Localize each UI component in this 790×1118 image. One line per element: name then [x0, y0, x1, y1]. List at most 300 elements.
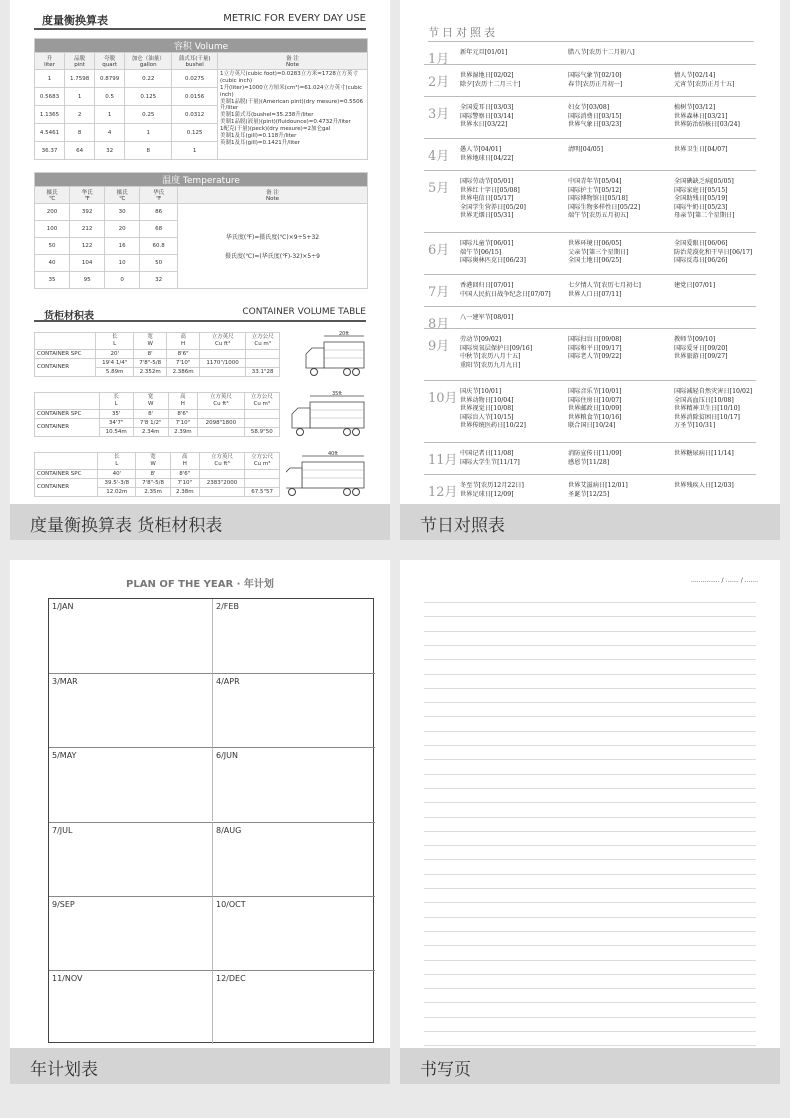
container-header-zh: 立方英尺 — [209, 394, 232, 400]
writing-line[interactable] — [424, 616, 756, 617]
plan-grid — [48, 598, 374, 1043]
container-cell — [245, 469, 280, 478]
temperature-header-zh: 华氏 — [81, 190, 93, 196]
writing-line[interactable] — [424, 917, 756, 918]
container-header-en: H — [180, 400, 185, 407]
holiday-column — [674, 450, 734, 459]
temperature-note: 华氏度(℉)=摄氏度(℃)×9÷5+32 — [225, 234, 320, 241]
container-cell: 2.39m — [168, 427, 198, 436]
volume-header-zh: 夸脱 — [104, 56, 116, 62]
holiday-entry: 端午节[农历五月初五] — [568, 212, 629, 220]
writing-line[interactable] — [424, 659, 756, 660]
holiday-entry: 世界地球日[04/22] — [460, 154, 514, 162]
holiday-page — [400, 0, 780, 540]
container-header-zh: 宽 — [150, 454, 156, 460]
plan-month-cell[interactable]: 5/MAY — [49, 747, 212, 821]
holiday-entry: 全国爱眼日[06/06] — [674, 240, 728, 247]
holiday-entry: 国际反毒日[06/26] — [674, 257, 728, 265]
volume-cell: 0.25 — [125, 106, 172, 124]
holiday-column — [674, 178, 735, 221]
holiday-entry: 中秋节[农历八月十五] — [460, 353, 521, 361]
volume-header-en: liter — [44, 62, 55, 68]
container-header-cell — [168, 393, 198, 410]
writing-line[interactable] — [424, 831, 756, 832]
holiday-column — [674, 240, 752, 266]
container-cell: 2.386m — [167, 367, 199, 376]
holiday-month-row — [424, 279, 756, 307]
holiday-entry: 愚人节[04/01] — [460, 146, 502, 153]
writing-line[interactable] — [424, 1031, 756, 1032]
temperature-header-cell — [35, 187, 70, 204]
container-header-en: W — [147, 400, 154, 407]
holiday-entry: 国际儿童节[06/01] — [460, 240, 514, 247]
writing-line[interactable] — [424, 1017, 756, 1018]
holiday-entry: 世界环境日[06/05] — [568, 240, 622, 247]
holiday-caption: 节日对照表 — [400, 504, 780, 540]
container-cell: 1170"/1000 — [199, 358, 246, 367]
writing-line[interactable] — [424, 774, 756, 775]
holiday-entry: 世界红十字日[05/08] — [460, 186, 520, 194]
holiday-column — [460, 178, 526, 221]
plan-title: PLAN OF THE YEAR · 年计划 — [126, 579, 274, 590]
temperature-header-cell — [70, 187, 105, 204]
holiday-entry: 国际臭氧层保护日[09/16] — [460, 344, 533, 352]
container-label: CONTAINER — [35, 418, 100, 436]
container-label: CONTAINER — [35, 358, 96, 376]
container-cell — [245, 478, 280, 487]
container-cell — [199, 367, 246, 376]
volume-cell: 1 — [172, 142, 218, 160]
holiday-entry: 国际老人节[09/22] — [568, 353, 622, 361]
holiday-column — [460, 104, 514, 130]
writing-line[interactable] — [424, 974, 756, 975]
holiday-entry: 世界足球日[12/09] — [460, 490, 514, 498]
writing-line[interactable] — [424, 602, 756, 603]
container-cell — [246, 349, 280, 358]
plan-month-cell[interactable]: 6/JUN — [212, 747, 375, 821]
volume-header-cell — [218, 53, 368, 70]
container-title-en: CONTAINER VOLUME TABLE — [242, 307, 366, 317]
holiday-column — [568, 146, 603, 155]
temperature-header-cell — [105, 187, 140, 204]
holiday-entry: 国际扫盲日[09/08] — [568, 336, 622, 343]
volume-note: 美制1及耳(gill)=0.118升/liter — [220, 132, 297, 139]
volume-note: 美制1品脱(干量)(American pint)(dry mesure)=0.5506升/liter — [220, 98, 364, 112]
plan-month-cell[interactable]: 12/DEC — [212, 970, 375, 1044]
container-cell: 5.89m — [96, 367, 133, 376]
holiday-entry: 国际爱牙日[09/20] — [674, 344, 728, 352]
container-header — [34, 306, 366, 322]
holiday-entry: 国际住房日[10/07] — [568, 396, 622, 404]
holiday-entry: 世界人口日[07/11] — [568, 290, 622, 298]
writing-line[interactable] — [424, 788, 756, 789]
holiday-entry: 国际和平日[09/17] — [568, 344, 622, 352]
plan-caption: 年计划表 — [10, 1048, 390, 1084]
temperature-cell: 95 — [70, 272, 105, 289]
month-number: 5月 — [428, 181, 450, 196]
container-cell: 2098"1800 — [198, 418, 244, 427]
holiday-entry: 世界气象日[03/23] — [568, 121, 622, 129]
container-cell: 10.54m — [99, 427, 133, 436]
writing-line[interactable] — [424, 859, 756, 860]
holiday-column — [568, 49, 635, 58]
container-row — [35, 478, 280, 487]
holiday-entry: 母亲节[第二个星期日] — [674, 212, 735, 220]
writing-line[interactable] — [424, 817, 756, 818]
temperature-header-zh: 摄氏 — [46, 190, 58, 196]
holiday-entry: 中国青年节[05/04] — [568, 178, 622, 185]
volume-cell: 0.8799 — [95, 70, 125, 88]
volume-cell: 1.1365 — [35, 106, 65, 124]
holiday-column — [674, 282, 715, 291]
container-cell: 58.9"50 — [244, 427, 279, 436]
holiday-column — [460, 146, 514, 163]
container-header-cell — [199, 453, 245, 470]
holiday-entry: 世界湿地日[02/02] — [460, 72, 514, 79]
container-cell: 7'8 1/2" — [133, 418, 168, 427]
holiday-entry: 国际奥林匹克日[06/23] — [460, 257, 526, 265]
holiday-month-row — [424, 385, 756, 443]
container-header-en: Cu ft³ — [214, 340, 231, 347]
container-spc-row — [35, 469, 280, 478]
metric-header — [34, 10, 366, 30]
volume-cell: 0.5683 — [35, 88, 65, 106]
holiday-column — [460, 388, 526, 431]
holiday-column — [460, 450, 520, 467]
writing-line[interactable] — [424, 759, 756, 760]
volume-cell: 1 — [125, 124, 172, 142]
holiday-column — [674, 336, 728, 362]
holiday-entry: 国际盲人节[10/15] — [460, 413, 514, 421]
holiday-entry: 全国学生营养日[05/20] — [460, 203, 526, 211]
container-cell — [246, 358, 280, 367]
holiday-entry: 春节[农历正月初一] — [568, 80, 623, 88]
container-table — [34, 392, 280, 437]
writing-line[interactable] — [424, 645, 756, 646]
temperature-cell: 50 — [35, 238, 70, 255]
plan-month-cell[interactable]: 10/OCT — [212, 896, 375, 970]
month-number: 12月 — [428, 485, 458, 500]
holiday-entry: 感恩节[11/28] — [568, 458, 610, 466]
holiday-column — [460, 482, 524, 499]
container-header-en: L — [115, 460, 119, 467]
writing-line[interactable] — [424, 745, 756, 746]
holiday-month-row — [424, 101, 756, 139]
container-header-zh: 长 — [113, 394, 119, 400]
holiday-entry: 妇女节[03/08] — [568, 104, 610, 111]
container-header-cell — [133, 333, 166, 350]
plan-month-cell[interactable]: 1/JAN — [52, 602, 74, 611]
container-header-cell — [245, 453, 280, 470]
container-spc-label: CONTAINER SPC — [35, 469, 98, 478]
month-number: 3月 — [428, 107, 450, 122]
container-blank — [35, 453, 98, 470]
holiday-month-row — [424, 69, 756, 97]
holiday-column — [674, 104, 740, 130]
holiday-entry: 世界邮政日[10/09] — [568, 405, 622, 413]
holiday-entry: 世界艾滋病日[12/01] — [568, 482, 628, 489]
container-cell: 67.5"57 — [245, 487, 280, 496]
holiday-entry: 端午节[06/15] — [460, 248, 502, 256]
container-cell — [244, 409, 279, 418]
temperature-header-cell — [178, 187, 368, 204]
volume-note: 美制1品脱(液量)(pint)(fluidounce)=0.4732升/liter — [220, 119, 351, 126]
temperature-cell: 392 — [70, 204, 105, 221]
container-cell: 8'6" — [168, 409, 198, 418]
holiday-entry: 元宵节[农历正月十五] — [674, 80, 735, 88]
volume-header-cell — [65, 53, 95, 70]
temperature-cell: 0 — [105, 272, 140, 289]
container-header-en: L — [113, 340, 117, 347]
volume-header-zh: 备 注 — [286, 56, 299, 62]
container-cell: 39.5'-3/8 — [98, 478, 136, 487]
writing-line[interactable] — [424, 1045, 756, 1046]
container-header-en: H — [182, 460, 187, 467]
container-table — [34, 452, 280, 497]
plan-month-cell[interactable]: 8/AUG — [212, 822, 375, 896]
writing-line[interactable] — [424, 902, 756, 903]
temperature-header-zh: 备 注 — [266, 190, 279, 196]
temperature-cell: 35 — [35, 272, 70, 289]
container-header-cell — [167, 333, 199, 350]
holiday-entry: 万圣节[10/31] — [674, 422, 716, 430]
holiday-entry: 国际消费日[03/15] — [568, 112, 622, 120]
plan-month-cell[interactable]: 9/SEP — [49, 896, 212, 970]
container-header-cell — [136, 453, 170, 470]
holiday-month-row — [424, 143, 756, 171]
holiday-column — [460, 282, 551, 299]
holiday-entry: 八一建军节[08/01] — [460, 314, 514, 321]
holiday-month-row — [424, 479, 756, 507]
holiday-month-row — [424, 447, 756, 475]
container-header-en: W — [150, 460, 156, 467]
container-cell: 8' — [133, 409, 168, 418]
holiday-month-row — [424, 237, 756, 275]
writing-line[interactable] — [424, 874, 756, 875]
container-cell — [198, 427, 244, 436]
writing-line[interactable] — [424, 631, 756, 632]
writing-line[interactable] — [424, 802, 756, 803]
volume-note: 美制1蒲式耳(bushel=35.238升/liter — [220, 112, 314, 119]
holiday-column — [568, 104, 622, 130]
writing-line[interactable] — [424, 888, 756, 889]
writing-line[interactable] — [424, 731, 756, 732]
plan-month-cell[interactable]: 11/NOV — [49, 970, 212, 1044]
truck-icon — [286, 330, 368, 386]
holiday-entry: 国际警察日[03/14] — [460, 112, 514, 120]
container-table — [34, 332, 280, 377]
volume-cell: 0.0275 — [172, 70, 218, 88]
holiday-entry: 全国爱耳日[03/03] — [460, 104, 514, 111]
holiday-entry: 消防宣传日[11/09] — [568, 450, 622, 457]
writing-line[interactable] — [424, 716, 756, 717]
container-cell: 33.1"28 — [246, 367, 280, 376]
plan-page — [10, 560, 390, 1084]
holiday-entry: 七夕情人节[农历七月初七] — [568, 282, 641, 289]
holiday-entry: 父亲节[第三个星期日] — [568, 248, 629, 256]
container-cell: 7'8"-5/8 — [136, 478, 170, 487]
holiday-entry: 国际博物馆日[05/18] — [568, 195, 628, 203]
container-header-row — [35, 453, 280, 470]
date-field[interactable]: ............... / ....... / ....... — [691, 577, 758, 584]
container-header-en: L — [114, 400, 118, 407]
volume-cell: 4 — [95, 124, 125, 142]
container-header-cell — [99, 393, 133, 410]
holiday-entry: 世界旅游日[09/27] — [674, 353, 728, 361]
volume-header-cell — [35, 53, 65, 70]
container-blank — [35, 393, 100, 410]
plan-month-cell[interactable]: 7/JUL — [49, 822, 212, 896]
container-header-zh: 高 — [180, 334, 186, 340]
temperature-cell: 104 — [70, 255, 105, 272]
holiday-column — [674, 482, 734, 491]
holiday-entry: 劳动节[09/02] — [460, 336, 502, 343]
writing-line[interactable] — [424, 688, 756, 689]
holiday-column — [568, 178, 640, 221]
writing-line[interactable] — [424, 674, 756, 675]
holiday-entry: 国庆节[10/01] — [460, 388, 502, 395]
container-cell: 20' — [96, 349, 133, 358]
temperature-cell: 68 — [140, 221, 178, 238]
temperature-header-en: ℉ — [155, 196, 162, 202]
month-number: 1月 — [428, 52, 450, 67]
holiday-column — [460, 72, 521, 89]
container-header-zh: 立方公尺 — [251, 454, 274, 460]
container-header-en: Cu m³ — [253, 460, 271, 467]
volume-band: 容积 Volume — [35, 39, 368, 53]
writing-line[interactable] — [424, 960, 756, 961]
container-spc-label: CONTAINER SPC — [35, 349, 96, 358]
holiday-month-row — [424, 333, 756, 381]
container-header-cell — [98, 453, 136, 470]
container-header-en: Cu m³ — [253, 400, 271, 407]
writing-line[interactable] — [424, 1002, 756, 1003]
volume-cell: 64 — [65, 142, 95, 160]
container-header-zh: 长 — [114, 454, 120, 460]
volume-header-zh: 升 — [46, 56, 53, 62]
writing-line[interactable] — [424, 845, 756, 846]
holiday-entry: 国际生物多样性日[05/22] — [568, 203, 641, 211]
volume-note: 1升(liter)=1000立方厘米(cm³)=61.024立方英寸(cubic inch) — [220, 84, 363, 98]
holiday-entry: 新年元旦[01/01] — [460, 49, 508, 56]
container-label: CONTAINER — [35, 478, 98, 496]
volume-header-en: quart — [102, 62, 118, 68]
writing-line[interactable] — [424, 945, 756, 946]
container-header-cell — [199, 333, 246, 350]
volume-header-cell — [172, 53, 218, 70]
plan-month-cell[interactable]: 4/APR — [212, 673, 375, 747]
holiday-entry: 世界精神卫生日[10/10] — [674, 405, 740, 413]
holiday-entry: 世界无烟日[05/31] — [460, 212, 514, 220]
temperature-cell: 60.8 — [140, 238, 178, 255]
temperature-cell: 50 — [140, 255, 178, 272]
container-header-cell — [198, 393, 244, 410]
month-number: 10月 — [428, 391, 458, 406]
holiday-column — [568, 282, 641, 299]
holiday-entry: 全国土地日[06/25] — [568, 257, 622, 265]
temperature-cell: 20 — [105, 221, 140, 238]
volume-note: 1立方英尺(cubic foot)=0.0283立方米=1728立方英寸(cubic inch) — [220, 71, 358, 84]
volume-cell: 8 — [125, 142, 172, 160]
holiday-entry: 世界森林日[03/21] — [674, 112, 728, 120]
container-cell: 2.352m — [133, 367, 166, 376]
metric-page — [10, 0, 390, 540]
container-cell: 35' — [99, 409, 133, 418]
plan-month-cell[interactable]: 3/MAR — [49, 673, 212, 747]
volume-cell: 36.37 — [35, 142, 65, 160]
holiday-entry: 国际大学生节[11/17] — [460, 458, 520, 466]
holiday-column — [568, 72, 622, 89]
container-header-cell — [96, 333, 133, 350]
temperature-notes — [178, 204, 368, 289]
volume-header-en: pint — [74, 62, 85, 68]
writing-line[interactable] — [424, 702, 756, 703]
temperature-note: 摄氏度(℃)=(华氏度(℉)-32)×5÷9 — [224, 253, 320, 260]
temperature-cell: 40 — [35, 255, 70, 272]
metric-caption: 度量衡换算表 货柜材积表 — [10, 504, 390, 540]
temperature-cell: 200 — [35, 204, 70, 221]
container-spc-row — [35, 409, 280, 418]
holiday-entry: 世界卫生日[04/07] — [674, 146, 728, 153]
container-cell: 2.35m — [136, 487, 170, 496]
temperature-row — [35, 204, 368, 221]
container-header-zh: 立方英尺 — [211, 334, 234, 340]
holiday-entry: 国际护士节[05/12] — [568, 186, 622, 194]
container-spc-row — [35, 349, 280, 358]
holiday-entry: 国际减轻自然灾害日[10/02] — [674, 388, 753, 395]
holiday-entry: 除夕[农历十二月三十] — [460, 80, 521, 88]
volume-cell: 2 — [65, 106, 95, 124]
writing-line[interactable] — [424, 931, 756, 932]
writing-line[interactable] — [424, 988, 756, 989]
container-cell: 7'10" — [168, 418, 198, 427]
month-number: 11月 — [428, 453, 458, 468]
container-cell: 7'10" — [167, 358, 199, 367]
holiday-entry: 植树节[03/12] — [674, 104, 716, 111]
container-cell — [199, 487, 245, 496]
container-row — [35, 418, 280, 427]
container-header-row — [35, 333, 280, 350]
holiday-entry: 国际音乐节[10/01] — [568, 388, 622, 395]
holiday-entry: 世界糖尿病日[11/14] — [674, 450, 734, 457]
container-cell: 8'6" — [170, 469, 199, 478]
container-row — [35, 358, 280, 367]
holiday-entry: 世界残疾人日[12/03] — [674, 482, 734, 489]
holiday-entry: 情人节[02/14] — [674, 72, 716, 79]
temperature-header-zh: 华氏 — [153, 190, 165, 196]
holiday-column — [460, 240, 526, 266]
container-header-cell — [133, 393, 168, 410]
volume-note: 英制1及耳(gill)=0.1421升/liter — [220, 139, 300, 146]
month-number: 2月 — [428, 75, 450, 90]
temperature-header-en: ℃ — [48, 196, 56, 202]
container-header-zh: 高 — [182, 454, 188, 460]
holiday-entry: 中国记者日[11/08] — [460, 450, 514, 457]
volume-header-en: bushel — [185, 62, 204, 68]
container-cell: 8' — [136, 469, 170, 478]
holiday-entry: 重阳节[农历九月九日] — [460, 361, 521, 369]
holiday-entry: 世界水日[03/22] — [460, 121, 508, 129]
truck-icon — [286, 390, 368, 446]
plan-month-cell[interactable]: 2/FEB — [212, 599, 375, 673]
holiday-column — [460, 314, 514, 323]
holiday-column — [568, 240, 629, 266]
container-header-zh: 立方公尺 — [250, 394, 273, 400]
volume-cell: 0.125 — [125, 88, 172, 106]
month-number: 6月 — [428, 243, 450, 258]
container-cell: 2.38m — [170, 487, 199, 496]
container-cell: 7'8"-5/8 — [133, 358, 166, 367]
